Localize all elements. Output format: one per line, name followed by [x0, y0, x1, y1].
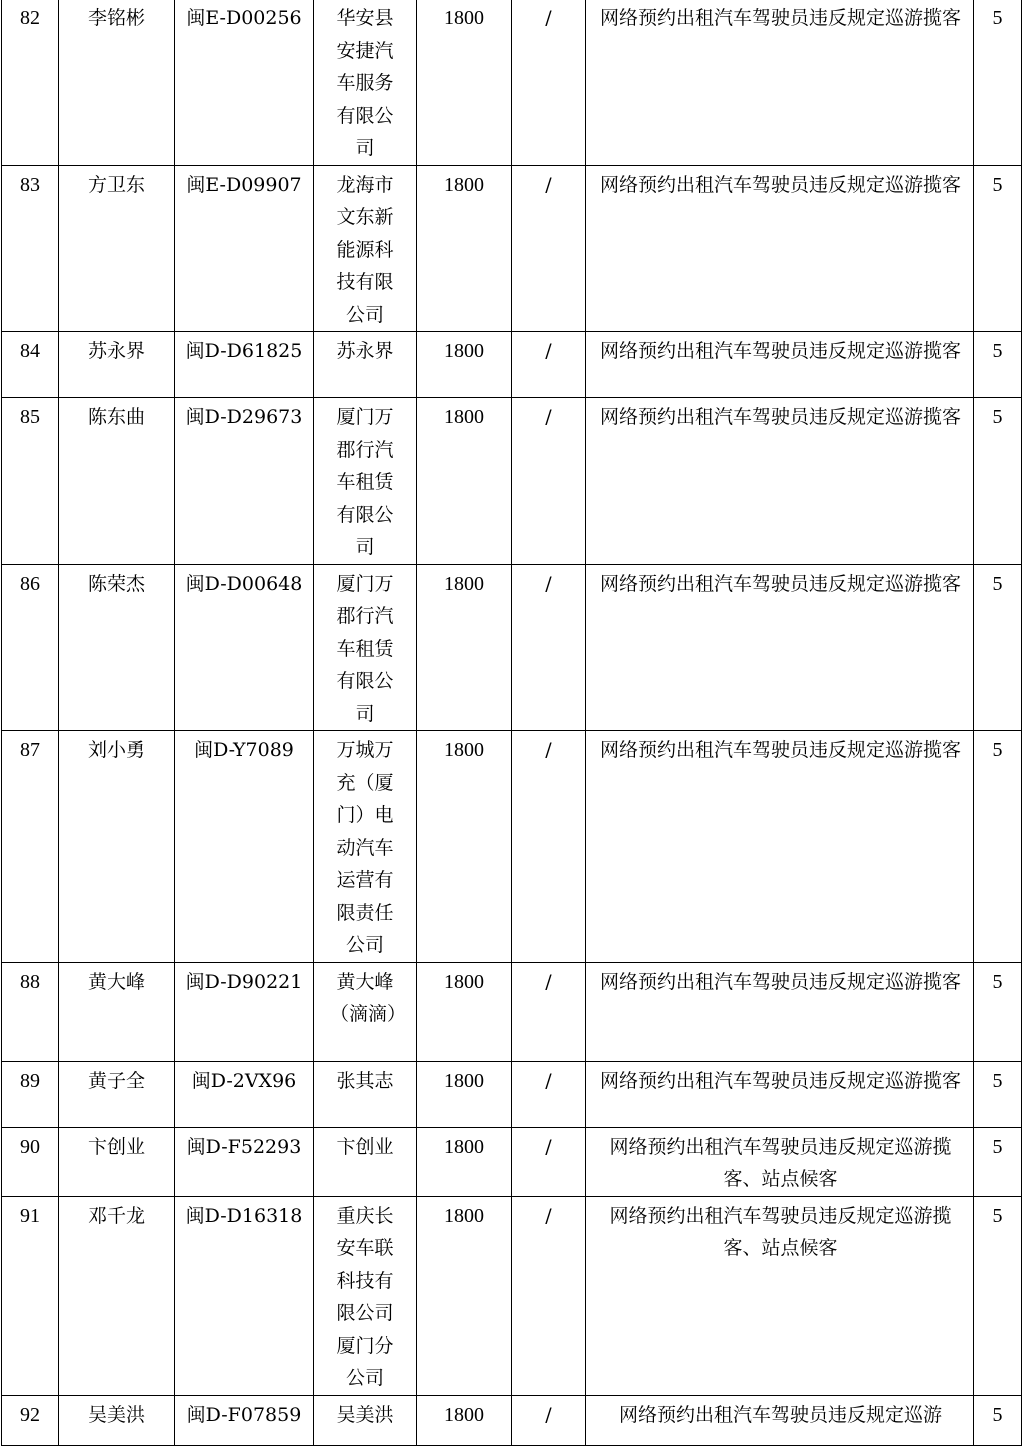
company-name: 华安县安捷汽车服务有限公司 [314, 0, 417, 165]
fine-amount: 1800 [417, 962, 512, 1061]
plate-number: 闽D-F52293 [175, 1127, 314, 1196]
other-penalty: / [512, 962, 586, 1061]
table-row [2, 1196, 1022, 1395]
company-name: 厦门万郡行汽车租赁有限公司 [314, 398, 417, 565]
table-row [2, 1395, 1022, 1445]
company-name: 龙海市文东新能源科技有限公司 [314, 165, 417, 332]
other-penalty: / [512, 0, 586, 165]
row-number: 83 [2, 165, 59, 332]
violation-description: 网络预约出租汽车驾驶员违反规定巡游揽客 [586, 962, 974, 1061]
violation-description: 网络预约出租汽车驾驶员违反规定巡游揽客 [586, 731, 974, 963]
plate-number: 闽E-D00256 [175, 0, 314, 165]
driver-name: 苏永界 [59, 332, 175, 398]
violation-description: 网络预约出租汽车驾驶员违反规定巡游揽客、站点候客 [586, 1127, 974, 1196]
driver-name: 李铭彬 [59, 0, 175, 165]
penalty-points: 5 [974, 1061, 1022, 1127]
plate-number: 闽D-D00648 [175, 564, 314, 731]
penalty-points: 5 [974, 165, 1022, 332]
penalty-points: 5 [974, 332, 1022, 398]
penalty-points: 5 [974, 0, 1022, 165]
fine-amount: 1800 [417, 1395, 512, 1445]
violation-description: 网络预约出租汽车驾驶员违反规定巡游揽客 [586, 1061, 974, 1127]
row-number: 89 [2, 1061, 59, 1127]
fine-amount: 1800 [417, 398, 512, 565]
other-penalty: / [512, 332, 586, 398]
company-name: 苏永界 [314, 332, 417, 398]
penalty-table [1, 0, 1022, 1446]
plate-number: 闽D-D29673 [175, 398, 314, 565]
plate-number: 闽E-D09907 [175, 165, 314, 332]
table-row [2, 1127, 1022, 1196]
penalty-points: 5 [974, 962, 1022, 1061]
penalty-points: 5 [974, 564, 1022, 731]
other-penalty: / [512, 1061, 586, 1127]
fine-amount: 1800 [417, 1127, 512, 1196]
row-number: 87 [2, 731, 59, 963]
row-number: 86 [2, 564, 59, 731]
driver-name: 刘小勇 [59, 731, 175, 963]
violation-description: 网络预约出租汽车驾驶员违反规定巡游揽客 [586, 0, 974, 165]
table-row [2, 564, 1022, 731]
plate-number: 闽D-Y7089 [175, 731, 314, 963]
violation-description: 网络预约出租汽车驾驶员违反规定巡游 [586, 1395, 974, 1445]
company-name: 万城万充（厦门）电动汽车运营有限责任公司 [314, 731, 417, 963]
fine-amount: 1800 [417, 0, 512, 165]
driver-name: 黄子全 [59, 1061, 175, 1127]
company-name: 张其志 [314, 1061, 417, 1127]
row-number: 90 [2, 1127, 59, 1196]
violation-description: 网络预约出租汽车驾驶员违反规定巡游揽客 [586, 332, 974, 398]
row-number: 82 [2, 0, 59, 165]
violation-description: 网络预约出租汽车驾驶员违反规定巡游揽客 [586, 564, 974, 731]
other-penalty: / [512, 1196, 586, 1395]
table-row [2, 962, 1022, 1061]
table-row [2, 731, 1022, 963]
plate-number: 闽D-2VX96 [175, 1061, 314, 1127]
plate-number: 闽D-F07859 [175, 1395, 314, 1445]
row-number: 91 [2, 1196, 59, 1395]
penalty-points: 5 [974, 1127, 1022, 1196]
company-name: 卞创业 [314, 1127, 417, 1196]
company-name: 吴美洪 [314, 1395, 417, 1445]
other-penalty: / [512, 165, 586, 332]
fine-amount: 1800 [417, 165, 512, 332]
plate-number: 闽D-D61825 [175, 332, 314, 398]
driver-name: 卞创业 [59, 1127, 175, 1196]
fine-amount: 1800 [417, 731, 512, 963]
fine-amount: 1800 [417, 564, 512, 731]
table-row [2, 1061, 1022, 1127]
company-name: 黄大峰（滴滴） [314, 962, 417, 1061]
company-name: 厦门万郡行汽车租赁有限公司 [314, 564, 417, 731]
table-row [2, 165, 1022, 332]
violation-description: 网络预约出租汽车驾驶员违反规定巡游揽客 [586, 398, 974, 565]
penalty-points: 5 [974, 1395, 1022, 1445]
penalty-points: 5 [974, 731, 1022, 963]
other-penalty: / [512, 1395, 586, 1445]
company-name: 重庆长安车联科技有限公司厦门分公司 [314, 1196, 417, 1395]
other-penalty: / [512, 731, 586, 963]
table-row [2, 0, 1022, 165]
driver-name: 邓千龙 [59, 1196, 175, 1395]
plate-number: 闽D-D90221 [175, 962, 314, 1061]
violation-description: 网络预约出租汽车驾驶员违反规定巡游揽客 [586, 165, 974, 332]
row-number: 92 [2, 1395, 59, 1445]
penalty-points: 5 [974, 1196, 1022, 1395]
driver-name: 陈荣杰 [59, 564, 175, 731]
row-number: 88 [2, 962, 59, 1061]
other-penalty: / [512, 398, 586, 565]
fine-amount: 1800 [417, 1196, 512, 1395]
driver-name: 陈东曲 [59, 398, 175, 565]
other-penalty: / [512, 564, 586, 731]
row-number: 85 [2, 398, 59, 565]
fine-amount: 1800 [417, 332, 512, 398]
table-row [2, 398, 1022, 565]
violation-description: 网络预约出租汽车驾驶员违反规定巡游揽客、站点候客 [586, 1196, 974, 1395]
other-penalty: / [512, 1127, 586, 1196]
row-number: 84 [2, 332, 59, 398]
fine-amount: 1800 [417, 1061, 512, 1127]
plate-number: 闽D-D16318 [175, 1196, 314, 1395]
penalty-points: 5 [974, 398, 1022, 565]
table-row [2, 332, 1022, 398]
driver-name: 吴美洪 [59, 1395, 175, 1445]
driver-name: 黄大峰 [59, 962, 175, 1061]
driver-name: 方卫东 [59, 165, 175, 332]
